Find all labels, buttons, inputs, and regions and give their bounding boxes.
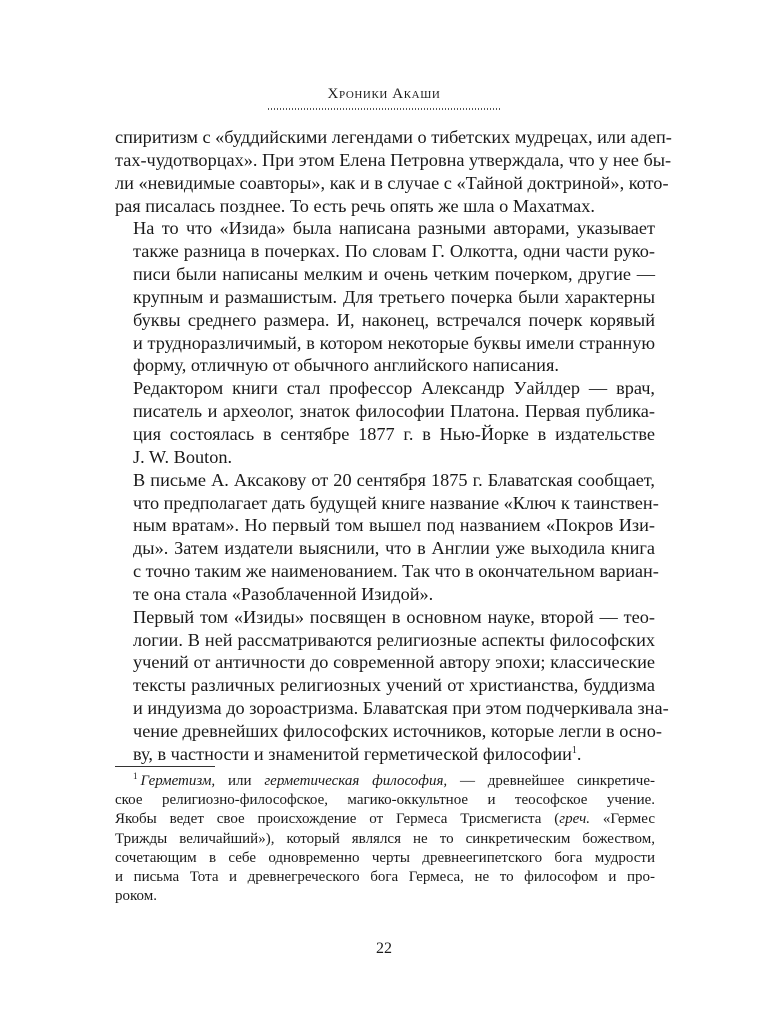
text-line: спиритизм с «буддийскими легендами о тибетских мудрецах, или адеп-	[115, 127, 672, 147]
footnote-line	[115, 810, 655, 829]
text-line: писи были написаны мелким и очень четким почерком, другие —	[133, 264, 655, 285]
footnote-line: ское религиозно-философское, магико-оккультное и теософское учение.	[115, 792, 655, 809]
footnote	[115, 772, 655, 906]
footnote-line	[115, 772, 655, 791]
footnote-term: герметическая философия,	[264, 773, 448, 789]
footnote-reference[interactable]: 1	[571, 744, 577, 756]
footnote-text: — древнейшее синкретиче-	[447, 773, 655, 789]
footnote-divider	[115, 766, 215, 767]
page-number: 22	[376, 940, 392, 957]
text-line: также разница в почерках. По словам Г. Олкотта, одни части руко-	[133, 241, 655, 262]
main-text	[115, 126, 672, 766]
paragraph	[115, 469, 659, 606]
text-line: что предполагает дать будущей книге название «Ключ к таинствен-	[133, 492, 659, 513]
text-line: В письме А. Аксакову от 20 сентября 1875 г. Блаватская сообщает,	[133, 469, 655, 490]
text-line: писатель и археолог, знаток философии Платона. Первая публика-	[133, 401, 655, 422]
text-line: тах-чудотворцах». При этом Елена Петровна утверждала, что у нее бы-	[115, 149, 672, 170]
paragraph	[115, 377, 655, 468]
text-line: ли «невидимые соавторы», как и в случае с «Тайной доктриной», кото-	[115, 172, 669, 193]
paragraph	[115, 606, 669, 766]
text-line: ным вратам». Но первый том вышел под названием «Покров Изи-	[133, 515, 655, 536]
text-line: буквы среднего размера. И, наконец, встречался почерк корявый	[133, 309, 655, 330]
footnote-abbreviation: греч.	[559, 811, 591, 828]
text-line: ция состоялась в сентябре 1877 г. в Нью-Йорке в издательстве	[133, 423, 655, 444]
text-line: крупным и размашистым. Для третьего почерка были характерны	[133, 286, 655, 307]
text-line: логии. В ней рассматриваются религиозные аспекты философских	[133, 629, 655, 650]
running-head-title: Хроники Акаши	[327, 86, 441, 102]
text-line-content: ву, в частности и знаменитой герметической философии	[133, 743, 572, 764]
text-line: J. W. Bouton.	[133, 446, 233, 467]
text-line: Редактором книги стал профессор Александр Уайлдер — врач,	[133, 378, 655, 399]
text-line: с точно таким же наименованием. Так что в окончательном вариан-	[133, 561, 659, 582]
footnote-term: Герметизм,	[140, 773, 216, 789]
text-line: рая писалась позднее. То есть речь опять же шла о Махатмах.	[115, 195, 595, 216]
footnote-line: сочетающим в себе одновременно черты древнеегипетского бога мудрости	[115, 849, 655, 866]
text-line: форму, отличную от обычного английского написания.	[133, 355, 559, 376]
text-line: и трудноразличимый, в котором некоторые буквы имели странную	[133, 332, 655, 353]
footnote-line: и письма Тота и древнегреческого бога Гермеса, не то философом и про-	[115, 869, 655, 886]
text-line: тексты различных религиозных учений от христианства, буддизма	[133, 675, 655, 696]
running-head	[0, 86, 768, 103]
text-line: Первый том «Изиды» посвящен в основном науке, второй — тео-	[133, 606, 655, 627]
text-line: На то что «Изида» была написана разными авторами, указывает	[133, 218, 655, 239]
footnote-marker: 1	[133, 771, 138, 781]
sentence-period: .	[576, 743, 582, 764]
text-line: те она стала «Разоблаченной Изидой».	[133, 583, 434, 604]
text-line: и индуизма до зороастризма. Блаватская при этом подчеркивала зна-	[133, 698, 669, 719]
footnote-line: роком.	[115, 888, 157, 905]
paragraph	[115, 126, 672, 217]
paragraph	[115, 217, 655, 377]
text-line: учений от античности до современной автору эпохи; классические	[133, 652, 655, 673]
footnote-text: Якобы ведет свое происхождение от Гермеса Трисмегиста (	[115, 811, 560, 828]
footnote-text: «Гермес	[590, 811, 655, 828]
running-head-divider	[268, 108, 500, 110]
footnote-line: Трижды величайший»), который являлся не то синкретическим божеством,	[115, 830, 655, 847]
text-line: чение древнейших философских источников, которые легли в осно-	[133, 720, 662, 741]
text-line	[115, 743, 655, 766]
text-line: ды». Затем издатели выяснили, что в Англии уже выходила книга	[133, 538, 655, 559]
footnote-text: или	[215, 773, 265, 789]
